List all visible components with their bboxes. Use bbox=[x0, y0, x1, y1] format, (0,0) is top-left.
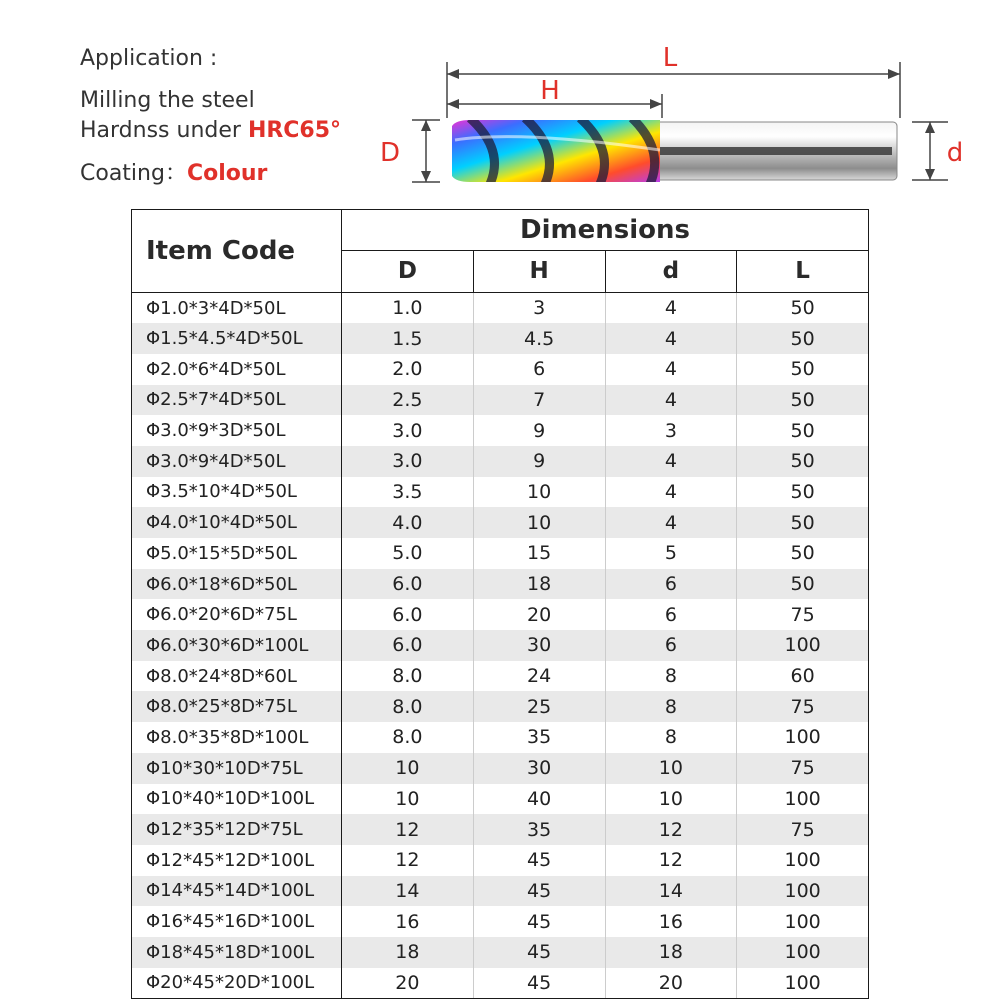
spec-table bbox=[131, 209, 869, 999]
coating-label: Coating： bbox=[80, 161, 187, 186]
table-row bbox=[132, 538, 869, 569]
cell-L: 75 bbox=[737, 599, 869, 630]
header-item-code: Item Code bbox=[132, 210, 342, 293]
cell-H: 30 bbox=[473, 753, 605, 784]
cell-D: 1.0 bbox=[342, 293, 474, 324]
table-row bbox=[132, 753, 869, 784]
cell-H: 30 bbox=[473, 630, 605, 661]
table-row bbox=[132, 385, 869, 416]
cell-H: 18 bbox=[473, 569, 605, 600]
cell-D: 14 bbox=[342, 876, 474, 907]
header-col-H: H bbox=[473, 250, 605, 292]
cell-H: 20 bbox=[473, 599, 605, 630]
table-row bbox=[132, 937, 869, 968]
cell-D: 3.0 bbox=[342, 415, 474, 446]
cell-item-code: Φ3.5*10*4D*50L bbox=[132, 477, 342, 508]
cell-D: 1.5 bbox=[342, 323, 474, 354]
cell-H: 35 bbox=[473, 722, 605, 753]
hardness-value: HRC65° bbox=[247, 118, 342, 143]
cell-d: 5 bbox=[605, 538, 737, 569]
table-row bbox=[132, 354, 869, 385]
cell-H: 15 bbox=[473, 538, 605, 569]
cell-D: 3.5 bbox=[342, 477, 474, 508]
table-row bbox=[132, 722, 869, 753]
cell-D: 8.0 bbox=[342, 722, 474, 753]
dim-label-L: L bbox=[662, 43, 678, 73]
cell-L: 100 bbox=[737, 784, 869, 815]
cell-D: 8.0 bbox=[342, 661, 474, 692]
cell-d: 12 bbox=[605, 845, 737, 876]
cell-L: 75 bbox=[737, 753, 869, 784]
cell-L: 60 bbox=[737, 661, 869, 692]
dim-label-D: D bbox=[379, 138, 401, 168]
cell-d: 8 bbox=[605, 661, 737, 692]
cell-D: 4.0 bbox=[342, 507, 474, 538]
flute-section bbox=[450, 118, 662, 184]
header-col-D: D bbox=[342, 250, 474, 292]
cell-item-code: Φ16*45*16D*100L bbox=[132, 906, 342, 937]
dim-label-H: H bbox=[540, 76, 560, 106]
cell-D: 10 bbox=[342, 753, 474, 784]
cell-d: 10 bbox=[605, 753, 737, 784]
table-row bbox=[132, 814, 869, 845]
header-col-d: d bbox=[605, 250, 737, 292]
cell-item-code: Φ10*30*10D*75L bbox=[132, 753, 342, 784]
table-row bbox=[132, 599, 869, 630]
cell-H: 3 bbox=[473, 293, 605, 324]
end-mill-drawing bbox=[0, 0, 1000, 205]
cell-item-code: Φ6.0*18*6D*50L bbox=[132, 569, 342, 600]
cell-D: 12 bbox=[342, 814, 474, 845]
cell-D: 8.0 bbox=[342, 691, 474, 722]
cell-item-code: Φ18*45*18D*100L bbox=[132, 937, 342, 968]
cell-H: 45 bbox=[473, 906, 605, 937]
cell-d: 18 bbox=[605, 937, 737, 968]
cell-L: 100 bbox=[737, 968, 869, 999]
table-row bbox=[132, 906, 869, 937]
cell-d: 4 bbox=[605, 323, 737, 354]
cell-L: 100 bbox=[737, 876, 869, 907]
table-row bbox=[132, 876, 869, 907]
cell-item-code: Φ2.5*7*4D*50L bbox=[132, 385, 342, 416]
application-value: Milling the steel bbox=[80, 88, 255, 113]
cell-L: 100 bbox=[737, 722, 869, 753]
cell-D: 2.5 bbox=[342, 385, 474, 416]
cell-H: 45 bbox=[473, 968, 605, 999]
cell-D: 18 bbox=[342, 937, 474, 968]
cell-L: 100 bbox=[737, 906, 869, 937]
cell-d: 6 bbox=[605, 630, 737, 661]
cell-D: 3.0 bbox=[342, 446, 474, 477]
cell-H: 7 bbox=[473, 385, 605, 416]
cell-item-code: Φ8.0*35*8D*100L bbox=[132, 722, 342, 753]
cell-item-code: Φ10*40*10D*100L bbox=[132, 784, 342, 815]
cell-item-code: Φ4.0*10*4D*50L bbox=[132, 507, 342, 538]
table-row bbox=[132, 507, 869, 538]
cell-L: 50 bbox=[737, 415, 869, 446]
cell-D: 10 bbox=[342, 784, 474, 815]
cell-item-code: Φ5.0*15*5D*50L bbox=[132, 538, 342, 569]
cell-item-code: Φ3.0*9*4D*50L bbox=[132, 446, 342, 477]
cell-D: 2.0 bbox=[342, 354, 474, 385]
cell-d: 4 bbox=[605, 477, 737, 508]
cell-H: 4.5 bbox=[473, 323, 605, 354]
cell-item-code: Φ1.5*4.5*4D*50L bbox=[132, 323, 342, 354]
cell-L: 100 bbox=[737, 630, 869, 661]
cell-item-code: Φ12*35*12D*75L bbox=[132, 814, 342, 845]
cell-d: 4 bbox=[605, 293, 737, 324]
cell-D: 20 bbox=[342, 968, 474, 999]
cell-H: 45 bbox=[473, 845, 605, 876]
cell-d: 4 bbox=[605, 446, 737, 477]
cell-item-code: Φ3.0*9*3D*50L bbox=[132, 415, 342, 446]
cell-item-code: Φ2.0*6*4D*50L bbox=[132, 354, 342, 385]
table-row bbox=[132, 569, 869, 600]
cell-d: 12 bbox=[605, 814, 737, 845]
cell-d: 14 bbox=[605, 876, 737, 907]
table-row bbox=[132, 415, 869, 446]
cell-H: 45 bbox=[473, 937, 605, 968]
table-row bbox=[132, 446, 869, 477]
cell-H: 35 bbox=[473, 814, 605, 845]
cell-d: 10 bbox=[605, 784, 737, 815]
cell-item-code: Φ1.0*3*4D*50L bbox=[132, 293, 342, 324]
table-body bbox=[132, 293, 869, 999]
cell-L: 75 bbox=[737, 814, 869, 845]
cell-H: 6 bbox=[473, 354, 605, 385]
cell-H: 9 bbox=[473, 446, 605, 477]
cell-H: 10 bbox=[473, 507, 605, 538]
cell-L: 50 bbox=[737, 323, 869, 354]
cell-L: 50 bbox=[737, 446, 869, 477]
cell-D: 16 bbox=[342, 906, 474, 937]
cell-H: 10 bbox=[473, 477, 605, 508]
cell-L: 100 bbox=[737, 845, 869, 876]
cell-L: 50 bbox=[737, 385, 869, 416]
cell-D: 6.0 bbox=[342, 569, 474, 600]
cell-H: 25 bbox=[473, 691, 605, 722]
table-row bbox=[132, 845, 869, 876]
cell-d: 8 bbox=[605, 722, 737, 753]
table-row bbox=[132, 323, 869, 354]
header-dimensions: Dimensions bbox=[342, 210, 869, 251]
coating-value: Colour bbox=[186, 161, 268, 186]
cell-d: 16 bbox=[605, 906, 737, 937]
cell-D: 6.0 bbox=[342, 630, 474, 661]
dim-label-d: d bbox=[946, 138, 964, 168]
cell-item-code: Φ14*45*14D*100L bbox=[132, 876, 342, 907]
table-row bbox=[132, 784, 869, 815]
cell-L: 50 bbox=[737, 569, 869, 600]
cell-H: 45 bbox=[473, 876, 605, 907]
cell-L: 75 bbox=[737, 691, 869, 722]
cell-L: 50 bbox=[737, 477, 869, 508]
cell-item-code: Φ8.0*25*8D*75L bbox=[132, 691, 342, 722]
cell-d: 6 bbox=[605, 569, 737, 600]
cell-L: 50 bbox=[737, 354, 869, 385]
cell-d: 3 bbox=[605, 415, 737, 446]
cell-d: 20 bbox=[605, 968, 737, 999]
cell-H: 40 bbox=[473, 784, 605, 815]
table-row bbox=[132, 968, 869, 999]
cell-L: 50 bbox=[737, 507, 869, 538]
cell-D: 6.0 bbox=[342, 599, 474, 630]
cell-item-code: Φ6.0*20*6D*75L bbox=[132, 599, 342, 630]
cell-L: 100 bbox=[737, 937, 869, 968]
application-label: Application : bbox=[80, 46, 218, 71]
cell-L: 50 bbox=[737, 293, 869, 324]
cell-H: 24 bbox=[473, 661, 605, 692]
cell-item-code: Φ6.0*30*6D*100L bbox=[132, 630, 342, 661]
cell-L: 50 bbox=[737, 538, 869, 569]
cell-d: 4 bbox=[605, 507, 737, 538]
cell-item-code: Φ8.0*24*8D*60L bbox=[132, 661, 342, 692]
cell-d: 8 bbox=[605, 691, 737, 722]
table-row bbox=[132, 477, 869, 508]
cell-item-code: Φ20*45*20D*100L bbox=[132, 968, 342, 999]
table-row bbox=[132, 630, 869, 661]
cell-H: 9 bbox=[473, 415, 605, 446]
table-row bbox=[132, 293, 869, 324]
table-row bbox=[132, 661, 869, 692]
table-row bbox=[132, 691, 869, 722]
cell-D: 5.0 bbox=[342, 538, 474, 569]
hardness-prefix: Hardnss under bbox=[80, 118, 248, 143]
cell-D: 12 bbox=[342, 845, 474, 876]
header-col-L: L bbox=[737, 250, 869, 292]
cell-d: 4 bbox=[605, 385, 737, 416]
cell-d: 4 bbox=[605, 354, 737, 385]
cell-d: 6 bbox=[605, 599, 737, 630]
cell-item-code: Φ12*45*12D*100L bbox=[132, 845, 342, 876]
